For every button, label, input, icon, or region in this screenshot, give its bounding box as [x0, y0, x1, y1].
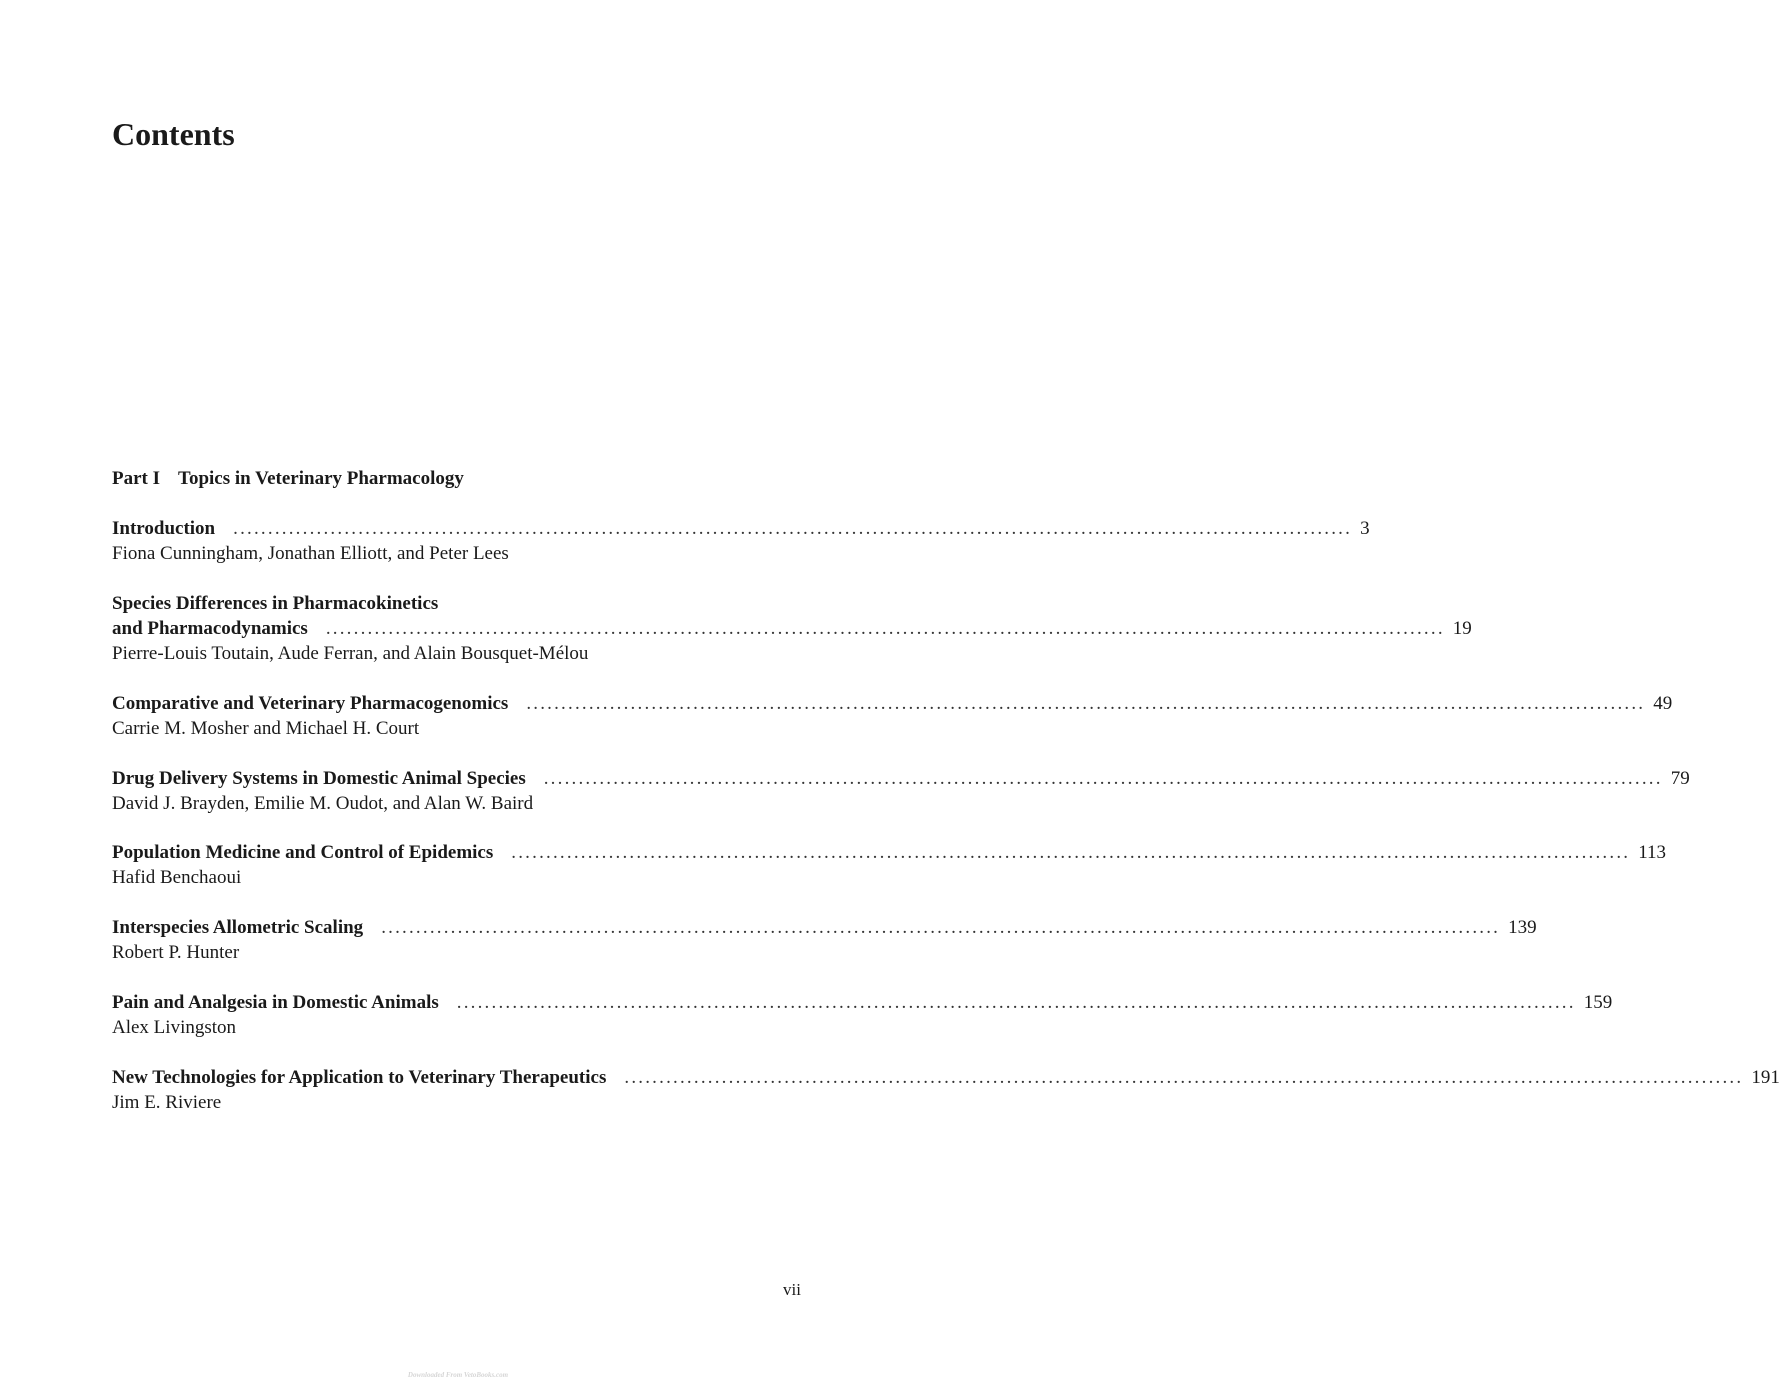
- toc-title-line: [112, 1065, 1780, 1090]
- toc-entry-species-differences[interactable]: [112, 591, 1472, 691]
- chapter-title[interactable]: Comparative and Veterinary Pharmacogenomics: [112, 692, 509, 714]
- page-number: 191: [1751, 1066, 1780, 1088]
- dot-leader: .................................................................................................................................................................: [624, 1066, 1744, 1088]
- dot-leader: .................................................................................................................................................................: [526, 692, 1646, 714]
- chapter-authors: Fiona Cunningham, Jonathan Elliott, and Peter Lees: [112, 543, 509, 564]
- chapter-authors: Alex Livingston: [112, 1016, 237, 1038]
- toc-entry-drug-delivery[interactable]: [112, 766, 1690, 841]
- chapter-title[interactable]: Interspecies Allometric Scaling: [112, 917, 364, 939]
- page-title: Contents: [112, 116, 235, 152]
- toc-title-line: [112, 691, 1673, 716]
- chapter-title[interactable]: Pain and Analgesia in Domestic Animals: [112, 991, 439, 1013]
- toc-entry-introduction[interactable]: [112, 516, 1370, 591]
- dot-leader: .................................................................................................................................................................: [511, 842, 1631, 864]
- dot-leader: .................................................................................................................................................................: [543, 767, 1663, 789]
- chapter-authors: Carrie M. Mosher and Michael H. Court: [112, 717, 420, 739]
- download-watermark: Downloaded From VetoBooks.com: [407, 1371, 509, 1379]
- chapter-authors: Hafid Benchaoui: [112, 867, 242, 889]
- page-number: 19: [1452, 617, 1472, 639]
- toc-title-line: [112, 516, 1370, 541]
- page-number: 113: [1638, 842, 1667, 864]
- page-number: 49: [1653, 692, 1673, 714]
- dot-leader: .................................................................................................................................................................: [456, 991, 1576, 1013]
- page-number: 3: [1360, 518, 1370, 539]
- chapter-title[interactable]: New Technologies for Application to Veterinary Therapeutics: [112, 1066, 607, 1088]
- chapter-authors: Jim E. Riviere: [112, 1091, 222, 1113]
- chapter-title-line-1[interactable]: Species Differences in Pharmacokinetics: [112, 592, 439, 614]
- toc-title-line: [112, 766, 1690, 791]
- part-label: Part I: [112, 468, 161, 489]
- dot-leader: .................................................................................................................................................................: [381, 917, 1501, 939]
- dot-leader: .................................................................................................................................................................: [233, 518, 1353, 539]
- chapter-authors: Pierre-Louis Toutain, Aude Ferran, and Alain Bousquet-Mélou: [112, 642, 589, 664]
- chapter-title[interactable]: and Pharmacodynamics: [112, 617, 308, 639]
- toc-entry-pharmacogenomics[interactable]: [112, 691, 1673, 766]
- toc-entry-new-technologies[interactable]: [112, 1065, 1780, 1140]
- toc-title-line: [112, 840, 1667, 865]
- page-number: 159: [1583, 991, 1613, 1013]
- toc-entry-pain-analgesia[interactable]: [112, 990, 1613, 1065]
- chapter-title[interactable]: Introduction: [112, 518, 216, 539]
- page-folio: vii: [783, 1280, 801, 1299]
- chapter-authors: David J. Brayden, Emilie M. Oudot, and Alan W. Baird: [112, 792, 534, 814]
- page-number: 79: [1670, 767, 1690, 789]
- toc-entry-allometric-scaling[interactable]: [112, 915, 1537, 990]
- chapter-authors: Robert P. Hunter: [112, 942, 240, 964]
- chapter-title[interactable]: Drug Delivery Systems in Domestic Animal Species: [112, 767, 526, 789]
- table-of-contents: [112, 516, 1780, 1140]
- dot-leader: .................................................................................................................................................................: [325, 617, 1445, 639]
- toc-entry-population-medicine[interactable]: [112, 840, 1667, 915]
- chapter-title[interactable]: Population Medicine and Control of Epidemics: [112, 842, 494, 864]
- part-title: Topics in Veterinary Pharmacology: [178, 468, 464, 489]
- toc-title-line: [112, 990, 1613, 1015]
- page-number: 139: [1508, 917, 1537, 939]
- toc-title-line: [112, 616, 1472, 641]
- toc-title-line: [112, 915, 1537, 940]
- part-heading: [112, 466, 464, 492]
